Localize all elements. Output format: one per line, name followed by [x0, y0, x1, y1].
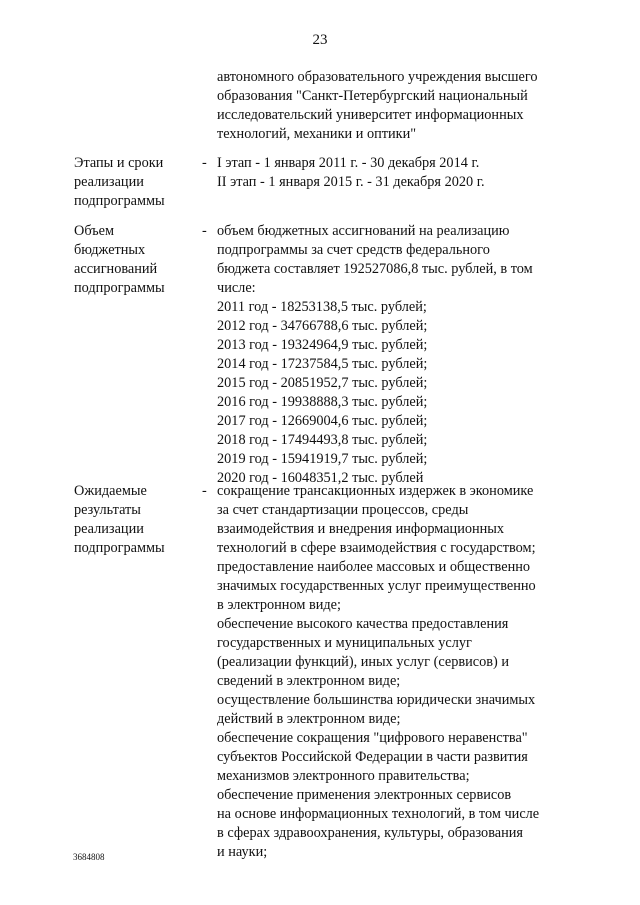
label-line: подпрограммы	[74, 193, 165, 209]
section-content	[217, 222, 533, 488]
content-line: обеспечение высокого качества предоставления	[217, 616, 509, 632]
budget-year-line: 2011 год - 18253138,5 тыс. рублей;	[217, 299, 427, 315]
label-line: Ожидаемые	[74, 483, 147, 499]
page-number: 23	[312, 32, 328, 48]
section-label	[74, 222, 194, 298]
content-line: подпрограммы за счет средств федерального	[217, 242, 490, 258]
budget-year-line: 2020 год - 16048351,2 тыс. рублей	[217, 470, 424, 486]
label-line: результаты	[74, 502, 141, 518]
label-line: реализации	[74, 521, 144, 537]
label-line: подпрограммы	[74, 280, 165, 296]
section-label	[74, 154, 194, 211]
label-line: реализации	[74, 174, 144, 190]
content-line: государственных и муниципальных услуг	[217, 635, 472, 651]
section-label	[74, 482, 194, 558]
content-line: I этап - 1 января 2011 г. - 30 декабря 2014 г.	[217, 155, 480, 171]
content-line: числе:	[217, 280, 256, 296]
label-line: ассигнований	[74, 261, 158, 277]
dash-separator: -	[202, 483, 207, 499]
budget-year-line: 2016 год - 19938888,3 тыс. рублей;	[217, 394, 428, 410]
text-line: автономного образовательного учреждения высшего	[217, 69, 538, 85]
budget-year-line: 2019 год - 15941919,7 тыс. рублей;	[217, 451, 428, 467]
dash-separator: -	[202, 223, 207, 239]
content-line: осуществление большинства юридически значимых	[217, 692, 536, 708]
dash-separator: -	[202, 155, 207, 171]
content-line: за счет стандартизации процессов, среды	[217, 502, 469, 518]
content-line: сокращение трансакционных издержек в экономике	[217, 483, 534, 499]
text-line: образования "Санкт-Петербургский национальный	[217, 88, 528, 104]
content-line: значимых государственных услуг преимущественно	[217, 578, 536, 594]
content-line: II этап - 1 января 2015 г. - 31 декабря 2020 г.	[217, 174, 485, 190]
label-line: Объем	[74, 223, 115, 239]
content-line: действий в электронном виде;	[217, 711, 401, 727]
content-line: бюджета составляет 192527086,8 тыс. рублей, в том	[217, 261, 533, 277]
content-line: (реализации функций), иных услуг (сервисов) и	[217, 654, 509, 670]
content-line: в сферах здравоохранения, культуры, образования	[217, 825, 523, 841]
budget-year-line: 2017 год - 12669004,6 тыс. рублей;	[217, 413, 428, 429]
content-line: взаимодействия и внедрения информационных	[217, 521, 505, 537]
text-line: технологий, механики и оптики"	[217, 126, 417, 142]
label-line: подпрограммы	[74, 540, 165, 556]
content-line: сведений в электронном виде;	[217, 673, 401, 689]
document-code: 3684808	[73, 852, 105, 862]
content-line: технологий в сфере взаимодействия с государством;	[217, 540, 536, 556]
budget-year-line: 2014 год - 17237584,5 тыс. рублей;	[217, 356, 428, 372]
section-content	[217, 154, 485, 192]
continuation-text	[217, 68, 538, 144]
content-line: предоставление наиболее массовых и общественно	[217, 559, 531, 575]
content-line: объем бюджетных ассигнований на реализацию	[217, 223, 510, 239]
content-line: на основе информационных технологий, в том числе	[217, 806, 540, 822]
budget-year-line: 2013 год - 19324964,9 тыс. рублей;	[217, 337, 428, 353]
label-line: Этапы и сроки	[74, 155, 164, 171]
text-line: исследовательский университет информационных	[217, 107, 524, 123]
budget-year-line: 2012 год - 34766788,6 тыс. рублей;	[217, 318, 428, 334]
content-line: и науки;	[217, 844, 268, 860]
content-line: обеспечение применения электронных сервисов	[217, 787, 512, 803]
content-line: механизмов электронного правительства;	[217, 768, 470, 784]
content-line: обеспечение сокращения "цифрового неравенства"	[217, 730, 528, 746]
label-line: бюджетных	[74, 242, 146, 258]
section-content	[217, 482, 539, 862]
content-line: в электронном виде;	[217, 597, 341, 613]
budget-year-line: 2015 год - 20851952,7 тыс. рублей;	[217, 375, 428, 391]
budget-year-line: 2018 год - 17494493,8 тыс. рублей;	[217, 432, 428, 448]
content-line: субъектов Российской Федерации в части развития	[217, 749, 528, 765]
